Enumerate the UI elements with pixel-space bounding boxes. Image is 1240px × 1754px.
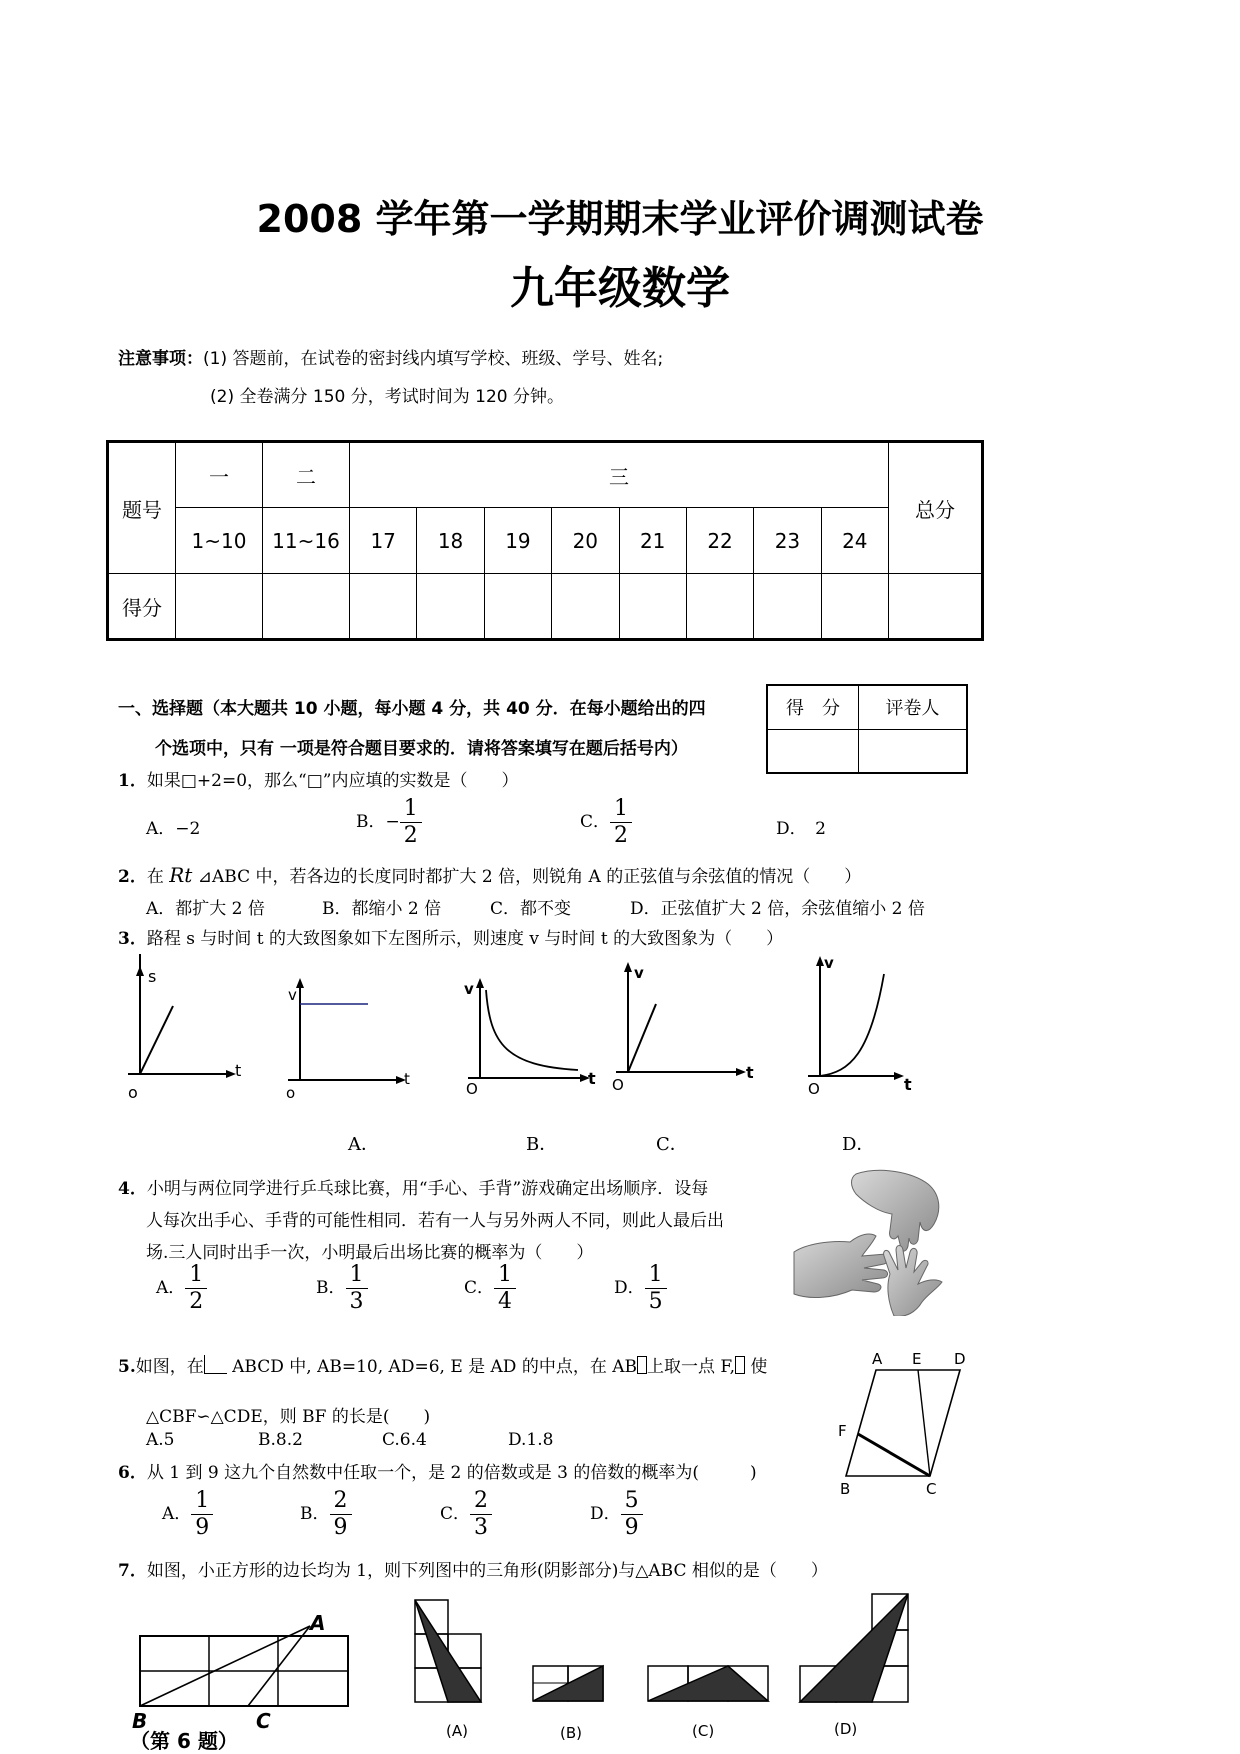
box-glyph-icon [735,1356,745,1374]
score-table-col: 1~10 [176,508,263,574]
q5-option-b: B.8.2 [258,1430,303,1450]
q7-option-a-figure [415,1600,481,1740]
score-table-col: 23 [754,508,821,574]
q3-b-origin-label: O [466,1080,478,1098]
q3-c-v-label: v [634,964,644,982]
q6-option-d-fraction [621,1488,643,1541]
grader-name-cell[interactable] [859,729,968,773]
q1-option-b-prefix: B．− [356,812,400,832]
q1-number: 1． [118,771,147,791]
q5-label-c: C [926,1480,937,1498]
q6-text: 从 1 到 9 这九个自然数中任取一个，是 2 的倍数或是 3 的倍数的概率为( ) [146,1463,757,1483]
q4-option-d-prefix: D． [614,1278,645,1298]
q5-option-a: A.5 [146,1430,175,1450]
q5-line1 [118,1352,767,1377]
score-cell[interactable] [889,574,983,640]
q4-line1 [118,1174,708,1199]
score-table-section-1: 一 [176,442,263,508]
numerator: 1 [610,796,632,823]
q6-option-a-fraction [191,1488,213,1541]
denominator: 3 [349,1289,364,1314]
score-cell[interactable] [552,574,619,640]
q1-stem [118,766,518,791]
q4-option-b-prefix: B． [316,1278,346,1298]
q7-option-b-label: (B) [560,1724,582,1742]
score-table-col: 11~16 [263,508,350,574]
grader-defen: 得 分 [767,685,859,729]
q3-c-origin-label: O [612,1076,624,1094]
numerator: 1 [191,1488,213,1515]
q7-label-b: B [132,1709,148,1733]
q4-line2: 人每次出手心、手背的可能性相同．若有一人与另外两人不同，则此人最后出 [146,1211,724,1231]
notice-label: 注意事项： [118,349,203,369]
q2-option-c: C．都不变 [490,899,572,919]
score-table-col: 21 [619,508,686,574]
parallelogram-symbol-icon [204,1355,227,1374]
grader-score-cell[interactable] [767,729,859,773]
score-table-col: 18 [417,508,484,574]
notice-line-1 [118,344,663,369]
score-cell[interactable] [484,574,551,640]
q7-option-d-label: (D) [834,1720,858,1738]
q7-option-a-label: (A) [446,1722,468,1740]
score-table-col: 24 [821,508,888,574]
score-cell[interactable] [176,574,263,640]
q6-option-c-prefix: C． [440,1504,471,1524]
q5-label-d: D [954,1350,966,1368]
q7-option-c-figure [648,1666,768,1740]
q6-stem [118,1458,757,1483]
q1-option-c [580,796,632,849]
q3-b-t-label: t [588,1069,596,1088]
q6-option-d [590,1488,643,1541]
q5-label-b: B [840,1480,851,1498]
hand-icon [794,1234,890,1297]
q4-option-a-prefix: A． [156,1278,186,1298]
q7-figure-caption: （第 6 题） [130,1729,238,1750]
q5-label-a: A [872,1350,883,1368]
hand-icon [884,1246,942,1317]
denominator: 2 [614,823,629,848]
q5-text-2: ABCD 中, AB=10, AD=6, E 是 AD 的中点，在 AB [226,1357,638,1377]
q4-number: 4． [118,1179,147,1199]
hands-picture [790,1166,956,1316]
q3-option-c: C． [656,1134,688,1155]
q3-graphs [118,954,918,1124]
numerator: 1 [400,796,422,823]
q2-stem [118,862,861,887]
q4-option-c-fraction [494,1262,516,1315]
q3-graph-b [464,978,596,1098]
q3-a-origin-label: o [286,1084,296,1102]
q5-text-4: 使 [745,1357,768,1377]
section1-heading-line2: 个选项中，只有 一项是符合题目要求的．请将答案填写在题后括号内） [155,739,688,759]
q1-option-b-fraction [400,796,422,849]
box-glyph-icon [637,1356,647,1374]
q7-stem [118,1556,828,1581]
score-cell[interactable] [619,574,686,640]
q6-option-b-fraction [330,1488,352,1541]
score-table-col: 17 [350,508,417,574]
grader-pingjuanren: 评卷人 [859,685,968,729]
subject-title: 九年级数学 [510,263,730,314]
q7-figures [120,1590,940,1750]
numerator: 1 [645,1262,667,1289]
q5-option-d: D.1.8 [508,1430,554,1450]
notice-item-1: (1) 答题前，在试卷的密封线内填写学校、班级、学号、姓名; [203,349,664,369]
q2-number: 2． [118,867,147,887]
q7-option-c-label: (C) [692,1722,715,1740]
score-table-section-2: 二 [263,442,350,508]
q5-number: 5. [118,1357,136,1377]
q3-s-label: s [148,967,157,986]
q1-option-c-fraction [610,796,632,849]
q3-d-t-label: t [904,1075,912,1094]
notice-item-2: (2) 全卷满分 150 分，考试时间为 120 分钟。 [210,387,564,407]
q6-option-c-fraction [470,1488,492,1541]
q4-option-d-fraction [645,1262,667,1315]
denominator: 5 [648,1289,663,1314]
q2-text-pre: 在 [146,867,170,887]
q4-option-a-fraction [185,1262,207,1315]
q4-line3: 场.三人同时出手一次，小明最后出场比赛的概率为（ ） [146,1243,594,1263]
score-cell[interactable] [350,574,417,640]
q1-option-a: A．−2 [146,819,201,839]
q7-number: 7． [118,1561,147,1581]
score-cell[interactable] [417,574,484,640]
q5-option-c: C.6.4 [382,1430,427,1450]
q3-a-t-label: t [404,1070,410,1088]
q4-option-c-prefix: C． [464,1278,495,1298]
q4-option-c [464,1262,516,1315]
q3-c-t-label: t [746,1063,754,1082]
score-table [106,440,984,641]
q5-parallelogram-figure [834,1348,968,1498]
numerator: 5 [621,1488,643,1515]
q2-text-post: ⊿ABC 中，若各边的长度同时都扩大 2 倍，则锐角 A 的正弦值与余弦值的情况（ ） [192,867,862,887]
denominator: 9 [624,1515,639,1540]
q5-text-3: 上取一点 F, [647,1357,735,1377]
denominator: 9 [195,1515,210,1540]
denominator: 3 [474,1515,489,1540]
q4-option-b [316,1262,368,1315]
score-cell[interactable] [686,574,753,640]
numerator: 1 [494,1262,516,1289]
q3-graph-d [808,954,912,1098]
q3-option-b: B． [526,1134,558,1155]
score-cell[interactable] [263,574,350,640]
score-table-defen: 得分 [108,574,176,640]
q6-number: 6． [118,1463,147,1483]
q2-option-a: A．都扩大 2 倍 [146,899,265,919]
exam-title: 2008 学年第一学期期末学业评价调测试卷 [256,197,984,241]
q5-line2: △CBF∽△CDE，则 BF 的长是( ) [146,1407,431,1427]
q3-option-a: A． [348,1134,379,1155]
q4-option-b-fraction [346,1262,368,1315]
score-table-col: 20 [552,508,619,574]
q3-b-v-label: v [464,980,474,998]
score-table-zongfen: 总分 [889,442,983,574]
q6-option-b-prefix: B． [300,1504,330,1524]
q2-rt: Rt [169,863,193,887]
q3-stem [118,924,783,949]
score-table-tihao: 题号 [108,442,176,574]
q4-option-d [614,1262,667,1315]
q2-option-d: D．正弦值扩大 2 倍，余弦值缩小 2 倍 [630,899,925,919]
q1-option-c-prefix: C． [580,812,611,832]
q7-main-figure [130,1611,348,1750]
numerator: 1 [346,1262,368,1289]
grader-box [766,684,968,774]
q5-label-f: F [838,1422,847,1440]
q3-origin-label: o [128,1083,138,1102]
q4-text-1: 小明与两位同学进行乒乓球比赛，用“手心、手背”游戏确定出场顺序．设每 [146,1179,709,1199]
q4-option-a [156,1262,207,1315]
q3-s-line [140,1006,173,1074]
q6-option-d-prefix: D． [590,1504,621,1524]
q7-text: 如图，小正方形的边长均为 1，则下列图中的三角形(阴影部分)与△ABC 相似的是（ ） [146,1561,828,1581]
denominator: 2 [403,823,418,848]
q6-option-b [300,1488,352,1541]
q1-option-b [356,796,422,849]
q6-option-a [162,1488,213,1541]
q3-d-v-label: v [824,954,834,972]
q3-t-label: t [235,1061,242,1080]
score-table-section-3: 三 [350,442,889,508]
q7-option-b-figure [533,1666,603,1742]
q3-graph-a [286,978,410,1102]
denominator: 9 [333,1515,348,1540]
q3-d-origin-label: O [808,1080,820,1098]
score-cell[interactable] [821,574,888,640]
denominator: 4 [498,1289,513,1314]
score-table-col: 22 [686,508,753,574]
q3-text: 路程 s 与时间 t 的大致图象如下左图所示，则速度 v 与时间 t 的大致图象为（ ） [146,929,784,949]
q1-text: 如果□+2=0，那么“□”内应填的实数是（ ） [146,771,519,791]
q2-option-b: B．都缩小 2 倍 [322,899,442,919]
q5-text-1: 如图，在 [135,1357,204,1377]
q3-option-d: D． [842,1134,875,1155]
q1-option-d: D． 2 [776,819,826,839]
section1-heading-line1: 一、选择题（本大题共 10 小题，每小题 4 分，共 40 分．在每小题给出的四 [118,699,706,719]
q3-graph-s-t [128,954,241,1102]
q7-option-d-figure [800,1594,908,1738]
q6-option-a-prefix: A． [162,1504,192,1524]
q6-option-c [440,1488,492,1541]
score-table-col: 19 [484,508,551,574]
q3-number: 3． [118,929,147,949]
q7-label-a: A [310,1611,326,1635]
numerator: 2 [330,1488,352,1515]
numerator: 1 [185,1262,207,1289]
q3-a-v-label: v [288,986,297,1004]
q5-label-e: E [912,1350,922,1368]
score-cell[interactable] [754,574,821,640]
q3-graph-c [612,962,754,1094]
denominator: 2 [189,1289,204,1314]
q7-label-c: C [256,1709,271,1733]
numerator: 2 [470,1488,492,1515]
